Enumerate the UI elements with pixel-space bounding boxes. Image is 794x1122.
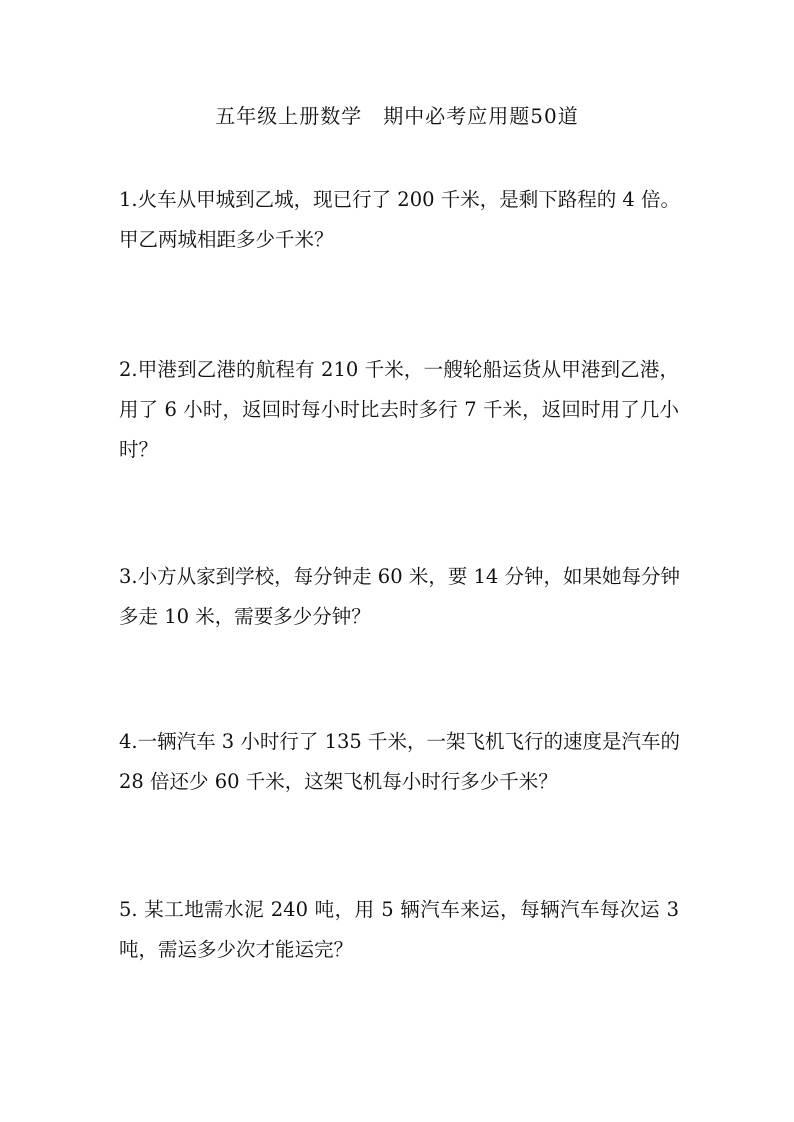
problem-line: 2.甲港到乙港的航程有 210 千米，一艘轮船运货从甲港到乙港，: [119, 358, 679, 381]
problem-line: 多走 10 米，需要多少分钟？: [119, 605, 371, 628]
problem-line: 28 倍还少 60 千米，这架飞机每小时行多少千米？: [119, 770, 558, 793]
problem-line: 5. 某工地需水泥 240 吨，用 5 辆汽车来运，每辆汽车每次运 3: [119, 898, 679, 921]
problem-line: 用了 6 小时，返回时每小时比去时多行 7 千米，返回时用了几小: [119, 398, 679, 421]
problem-3: [119, 557, 679, 637]
problem-2: [119, 350, 679, 470]
problem-4: [119, 722, 679, 802]
problem-line: 时？: [119, 438, 159, 461]
problem-line: 4.一辆汽车 3 小时行了 135 千米，一架飞机飞行的速度是汽车的: [119, 730, 681, 753]
problem-line: 甲乙两城相距多少千米？: [119, 228, 334, 251]
problem-5: [119, 890, 679, 970]
problem-1: [119, 180, 679, 260]
problem-line: 吨，需运多少次才能运完？: [119, 938, 354, 961]
page-title: 五年级上册数学 期中必考应用题50道: [215, 104, 579, 128]
problem-line: 1.火车从甲城到乙城，现已行了 200 千米，是剩下路程的 4 倍。: [119, 188, 681, 211]
problem-line: 3.小方从家到学校，每分钟走 60 米，要 14 分钟，如果她每分钟: [119, 565, 681, 588]
